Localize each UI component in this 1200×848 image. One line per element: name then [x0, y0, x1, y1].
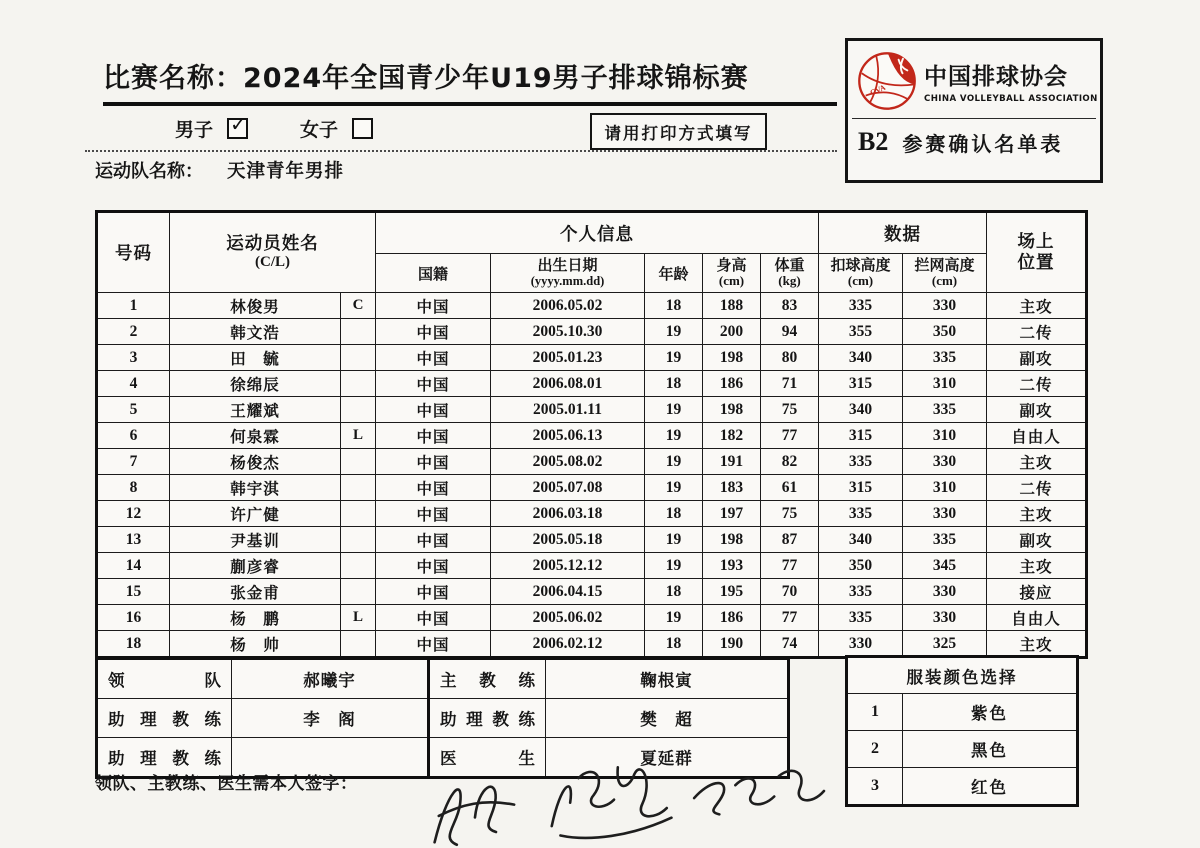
roster-row — [97, 293, 1087, 319]
col-header-height-unit: (cm) — [718, 273, 745, 289]
col-header-position-line2: 位置 — [1017, 252, 1055, 273]
cell-nationality: 中国 — [376, 293, 491, 319]
roster-row — [97, 631, 1087, 658]
staff-right-name: 夏延群 — [546, 738, 789, 778]
cell-spike-height: 315 — [819, 423, 903, 449]
cell-block-height: 330 — [903, 579, 987, 605]
staff-right-role-label: 主教练 — [440, 671, 535, 690]
handwritten-signature-3 — [693, 769, 825, 816]
cell-weight: 80 — [761, 345, 819, 371]
cell-spike-height: 340 — [819, 397, 903, 423]
cell-height: 182 — [703, 423, 761, 449]
cell-age: 18 — [645, 631, 703, 658]
cell-number: 18 — [97, 631, 170, 658]
col-header-age: 年龄 — [645, 254, 703, 293]
handwritten-signature-1 — [431, 785, 517, 846]
roster-row — [97, 319, 1087, 345]
cell-number: 5 — [97, 397, 170, 423]
cell-birth-date: 2006.08.01 — [491, 371, 645, 397]
org-name-en: CHINA VOLLEYBALL ASSOCIATION — [924, 94, 1098, 104]
cell-nationality: 中国 — [376, 345, 491, 371]
cell-captain-libero-mark — [341, 475, 376, 501]
roster-row — [97, 371, 1087, 397]
cell-position: 二传 — [987, 475, 1087, 501]
cell-birth-date: 2005.01.11 — [491, 397, 645, 423]
uniform-body — [847, 694, 1078, 806]
cell-height: 195 — [703, 579, 761, 605]
cell-weight: 77 — [761, 605, 819, 631]
form-code-row — [848, 119, 1100, 157]
staff-left-role — [97, 699, 232, 738]
staff-right-role — [429, 659, 546, 699]
col-header-weight — [761, 254, 819, 293]
cell-player-name: 何泉霖 — [170, 423, 341, 449]
team-name-value: 天津青年男排 — [227, 161, 345, 182]
cell-block-height: 350 — [903, 319, 987, 345]
cell-age: 18 — [645, 293, 703, 319]
cell-block-height: 330 — [903, 293, 987, 319]
org-text — [924, 58, 1098, 104]
cell-spike-height: 335 — [819, 293, 903, 319]
cell-number: 16 — [97, 605, 170, 631]
cell-height: 198 — [703, 527, 761, 553]
col-header-height-label: 身高 — [716, 255, 747, 274]
cell-position: 副攻 — [987, 397, 1087, 423]
cell-spike-height: 315 — [819, 371, 903, 397]
cell-number: 8 — [97, 475, 170, 501]
col-group-personal-info: 个人信息 — [376, 212, 819, 254]
female-label: 女子 — [300, 119, 339, 141]
cell-height: 186 — [703, 605, 761, 631]
checkmark-icon: ✓ — [230, 112, 247, 136]
cell-number: 4 — [97, 371, 170, 397]
cell-weight: 87 — [761, 527, 819, 553]
cell-height: 197 — [703, 501, 761, 527]
staff-left-role-label: 助理教练 — [108, 710, 221, 729]
cell-weight: 74 — [761, 631, 819, 658]
cell-block-height: 310 — [903, 475, 987, 501]
roster-row — [97, 579, 1087, 605]
cell-number: 2 — [97, 319, 170, 345]
staff-row — [97, 699, 789, 738]
cell-number: 12 — [97, 501, 170, 527]
roster-row — [97, 553, 1087, 579]
cell-player-name: 张金甫 — [170, 579, 341, 605]
cell-spike-height: 335 — [819, 605, 903, 631]
cell-spike-height: 340 — [819, 527, 903, 553]
cell-position: 二传 — [987, 371, 1087, 397]
col-header-height — [703, 254, 761, 293]
uniform-choice-index: 2 — [847, 731, 903, 768]
cell-player-name: 杨 帅 — [170, 631, 341, 658]
cell-height: 198 — [703, 397, 761, 423]
cell-age: 18 — [645, 371, 703, 397]
cell-number: 15 — [97, 579, 170, 605]
cell-captain-libero-mark: L — [341, 423, 376, 449]
cell-birth-date: 2005.07.08 — [491, 475, 645, 501]
cell-number: 13 — [97, 527, 170, 553]
cell-spike-height: 335 — [819, 449, 903, 475]
cell-nationality: 中国 — [376, 579, 491, 605]
cell-age: 19 — [645, 475, 703, 501]
cell-player-name: 徐绵辰 — [170, 371, 341, 397]
logo-top — [848, 41, 1100, 112]
cell-player-name: 韩文浩 — [170, 319, 341, 345]
roster-row — [97, 605, 1087, 631]
form-code: B2 — [858, 127, 889, 156]
roster-body — [97, 293, 1087, 658]
staff-left-role-label: 领队 — [108, 671, 221, 690]
col-header-block — [903, 254, 987, 293]
col-header-position-line1: 场上 — [1017, 232, 1055, 253]
cell-number: 6 — [97, 423, 170, 449]
cell-height: 188 — [703, 293, 761, 319]
cell-position: 自由人 — [987, 605, 1087, 631]
roster-row — [97, 397, 1087, 423]
cell-player-name: 王耀斌 — [170, 397, 341, 423]
association-logo-box — [845, 38, 1103, 183]
cell-age: 19 — [645, 527, 703, 553]
cell-spike-height: 355 — [819, 319, 903, 345]
cell-block-height: 345 — [903, 553, 987, 579]
cell-height: 193 — [703, 553, 761, 579]
cell-captain-libero-mark — [341, 371, 376, 397]
roster-row — [97, 475, 1087, 501]
uniform-row — [847, 768, 1078, 806]
signature-instruction: 领队、主教练、医生需本人签字： — [95, 774, 358, 794]
cell-captain-libero-mark — [341, 579, 376, 605]
cell-spike-height: 340 — [819, 345, 903, 371]
cell-height: 183 — [703, 475, 761, 501]
cell-block-height: 330 — [903, 605, 987, 631]
cell-weight: 77 — [761, 423, 819, 449]
cell-captain-libero-mark: C — [341, 293, 376, 319]
cell-birth-date: 2005.10.30 — [491, 319, 645, 345]
roster-row — [97, 423, 1087, 449]
cell-height: 190 — [703, 631, 761, 658]
cell-number: 3 — [97, 345, 170, 371]
cell-captain-libero-mark — [341, 397, 376, 423]
cell-nationality: 中国 — [376, 371, 491, 397]
cell-birth-date: 2005.01.23 — [491, 345, 645, 371]
cell-nationality: 中国 — [376, 475, 491, 501]
col-header-name — [170, 212, 376, 293]
cell-captain-libero-mark — [341, 319, 376, 345]
col-header-spike — [819, 254, 903, 293]
cell-weight: 75 — [761, 501, 819, 527]
cell-block-height: 335 — [903, 397, 987, 423]
cell-age: 19 — [645, 397, 703, 423]
cell-nationality: 中国 — [376, 605, 491, 631]
cell-age: 19 — [645, 345, 703, 371]
cell-weight: 75 — [761, 397, 819, 423]
cell-weight: 82 — [761, 449, 819, 475]
cell-player-name: 田 毓 — [170, 345, 341, 371]
uniform-color-name: 紫色 — [903, 694, 1078, 731]
handwritten-signature-2 — [548, 764, 672, 841]
col-header-spike-label: 扣球高度 — [830, 255, 891, 274]
cell-spike-height: 335 — [819, 501, 903, 527]
cell-nationality: 中国 — [376, 527, 491, 553]
team-name-label: 运动队名称： — [95, 161, 203, 182]
uniform-row — [847, 731, 1078, 768]
cell-spike-height: 330 — [819, 631, 903, 658]
roster-row — [97, 449, 1087, 475]
cell-birth-date: 2006.02.12 — [491, 631, 645, 658]
org-name-cn: 中国排球协会 — [924, 64, 1068, 90]
staff-left-name: 郝曦宇 — [232, 659, 429, 699]
cell-spike-height: 350 — [819, 553, 903, 579]
col-header-nationality: 国籍 — [376, 254, 491, 293]
uniform-color-table — [845, 655, 1079, 807]
col-header-weight-label: 体重 — [774, 255, 805, 274]
cell-captain-libero-mark — [341, 345, 376, 371]
cell-captain-libero-mark — [341, 527, 376, 553]
cell-nationality: 中国 — [376, 501, 491, 527]
staff-right-role-label: 医生 — [440, 749, 535, 768]
cell-position: 主攻 — [987, 631, 1087, 658]
dotted-divider — [85, 132, 837, 152]
uniform-color-name: 红色 — [903, 768, 1078, 806]
roster-table — [95, 210, 1088, 659]
cell-weight: 77 — [761, 553, 819, 579]
cell-block-height: 335 — [903, 527, 987, 553]
cell-position: 副攻 — [987, 527, 1087, 553]
print-instruction-box: 请用打印方式填写 — [590, 113, 767, 150]
cell-position: 主攻 — [987, 293, 1087, 319]
cell-age: 19 — [645, 553, 703, 579]
cell-captain-libero-mark: L — [341, 605, 376, 631]
cell-weight: 83 — [761, 293, 819, 319]
cell-block-height: 310 — [903, 423, 987, 449]
cell-position: 二传 — [987, 319, 1087, 345]
cell-height: 198 — [703, 345, 761, 371]
roster-row — [97, 527, 1087, 553]
col-header-number: 号码 — [97, 212, 170, 293]
col-group-data: 数据 — [819, 212, 987, 254]
col-header-weight-unit: (kg) — [778, 273, 801, 289]
col-header-spike-unit: (cm) — [847, 273, 874, 289]
cell-nationality: 中国 — [376, 449, 491, 475]
volleyball-logo-icon — [856, 50, 918, 112]
cell-captain-libero-mark — [341, 501, 376, 527]
title-value: 2024年全国青少年U19男子排球锦标赛 — [243, 63, 749, 94]
cell-player-name: 杨俊杰 — [170, 449, 341, 475]
cell-height: 200 — [703, 319, 761, 345]
cell-birth-date: 2005.12.12 — [491, 553, 645, 579]
cell-age: 19 — [645, 605, 703, 631]
cell-position: 主攻 — [987, 553, 1087, 579]
cell-player-name: 尹基训 — [170, 527, 341, 553]
staff-left-role-label: 助理教练 — [108, 749, 221, 768]
cell-age: 18 — [645, 501, 703, 527]
cell-player-name: 韩宇淇 — [170, 475, 341, 501]
svg-text:CVA: CVA — [868, 82, 887, 98]
roster-row — [97, 501, 1087, 527]
cell-nationality: 中国 — [376, 553, 491, 579]
cell-birth-date: 2006.03.18 — [491, 501, 645, 527]
cell-spike-height: 335 — [819, 579, 903, 605]
col-header-block-label: 拦网高度 — [914, 255, 975, 274]
cell-weight: 70 — [761, 579, 819, 605]
cell-age: 19 — [645, 423, 703, 449]
roster-row — [97, 345, 1087, 371]
page-title — [103, 56, 837, 106]
staff-row — [97, 659, 789, 699]
staff-right-role-label: 助理教练 — [440, 710, 535, 729]
cell-number: 1 — [97, 293, 170, 319]
col-header-name-line1: 运动员姓名 — [226, 233, 319, 254]
col-header-block-unit: (cm) — [931, 273, 958, 289]
cell-age: 19 — [645, 449, 703, 475]
cell-player-name: 许广健 — [170, 501, 341, 527]
cell-block-height: 330 — [903, 449, 987, 475]
staff-left-name: 李 阁 — [232, 699, 429, 738]
cell-birth-date: 2006.04.15 — [491, 579, 645, 605]
team-name-row — [95, 157, 344, 183]
cell-weight: 94 — [761, 319, 819, 345]
col-header-position — [987, 212, 1087, 293]
uniform-choice-index: 3 — [847, 768, 903, 806]
cell-spike-height: 315 — [819, 475, 903, 501]
cell-captain-libero-mark — [341, 553, 376, 579]
cell-birth-date: 2006.05.02 — [491, 293, 645, 319]
cell-nationality: 中国 — [376, 397, 491, 423]
cell-age: 19 — [645, 319, 703, 345]
cell-birth-date: 2005.06.02 — [491, 605, 645, 631]
title-label: 比赛名称： — [103, 63, 243, 94]
cell-number: 14 — [97, 553, 170, 579]
staff-left-role — [97, 659, 232, 699]
col-header-birth-label: 出生日期 — [537, 256, 598, 275]
staff-right-name: 鞠根寅 — [546, 659, 789, 699]
cell-position: 副攻 — [987, 345, 1087, 371]
cell-height: 186 — [703, 371, 761, 397]
cell-nationality: 中国 — [376, 423, 491, 449]
cell-position: 主攻 — [987, 501, 1087, 527]
col-header-birth — [491, 254, 645, 293]
cell-block-height: 325 — [903, 631, 987, 658]
cell-captain-libero-mark — [341, 631, 376, 658]
cell-player-name: 蒯彦睿 — [170, 553, 341, 579]
uniform-header-row — [847, 657, 1078, 694]
cell-weight: 71 — [761, 371, 819, 397]
cell-block-height: 310 — [903, 371, 987, 397]
uniform-color-name: 黑色 — [903, 731, 1078, 768]
uniform-table-title: 服装颜色选择 — [847, 657, 1078, 694]
cell-player-name: 杨 鹏 — [170, 605, 341, 631]
cell-nationality: 中国 — [376, 631, 491, 658]
uniform-row — [847, 694, 1078, 731]
cell-birth-date: 2005.08.02 — [491, 449, 645, 475]
cell-block-height: 335 — [903, 345, 987, 371]
male-label: 男子 — [175, 119, 214, 141]
cell-nationality: 中国 — [376, 319, 491, 345]
cell-position: 主攻 — [987, 449, 1087, 475]
cell-position: 自由人 — [987, 423, 1087, 449]
handwritten-signatures — [418, 748, 858, 848]
cell-player-name: 林俊男 — [170, 293, 341, 319]
form-title: 参赛确认名单表 — [902, 131, 1064, 156]
col-header-name-line2: (C/L) — [255, 253, 290, 270]
cell-position: 接应 — [987, 579, 1087, 605]
staff-right-role — [429, 699, 546, 738]
uniform-choice-index: 1 — [847, 694, 903, 731]
cell-captain-libero-mark — [341, 449, 376, 475]
cell-age: 18 — [645, 579, 703, 605]
staff-right-name: 樊 超 — [546, 699, 789, 738]
cell-height: 191 — [703, 449, 761, 475]
cell-number: 7 — [97, 449, 170, 475]
cell-weight: 61 — [761, 475, 819, 501]
col-header-birth-format: (yyyy.mm.dd) — [530, 274, 605, 289]
cell-block-height: 330 — [903, 501, 987, 527]
cell-birth-date: 2005.05.18 — [491, 527, 645, 553]
cell-birth-date: 2005.06.13 — [491, 423, 645, 449]
